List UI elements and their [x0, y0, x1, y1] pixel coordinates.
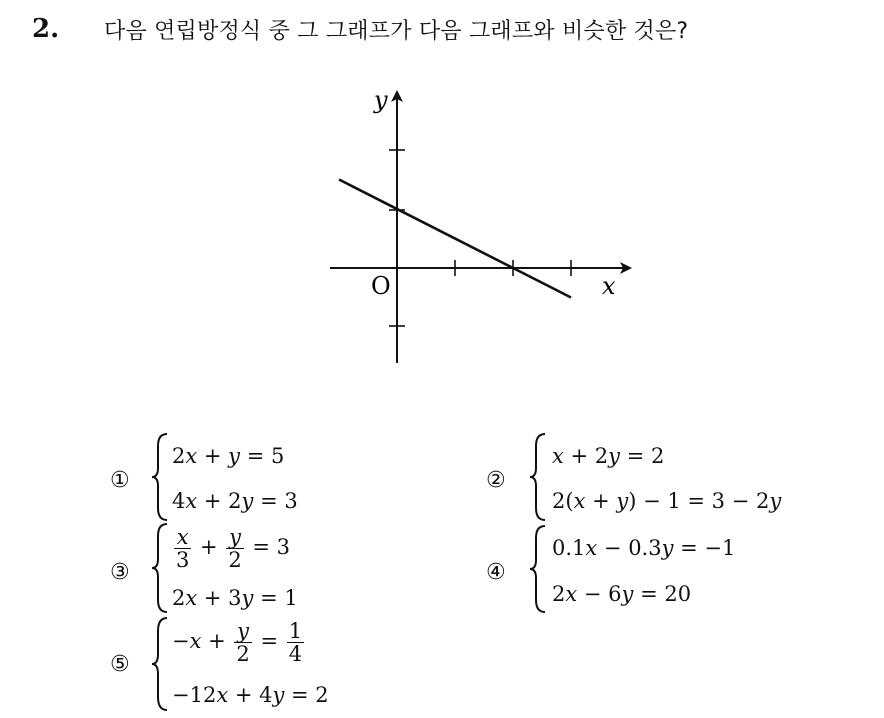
brace-icon — [150, 616, 170, 712]
choice-3-eq1: $\frac{x}{3}$ + $\frac{y}{2}$ = 3 — [176, 525, 291, 572]
choice-4-eq1: 0.1x − 0.3y = −1 — [552, 536, 736, 560]
choice-2-marker: ② — [486, 468, 506, 493]
choice-5-eq1: −x + $\frac{y}{2}$ = $\frac{1}{4}$ — [172, 619, 303, 666]
choice-3-eq2: 2x + 3y = 1 — [172, 586, 298, 610]
x-axis-label: x — [602, 272, 616, 300]
y-axis-label: y — [374, 86, 388, 114]
question-number: 2. — [32, 14, 60, 44]
choice-5-eq2: −12x + 4y = 2 — [172, 683, 329, 707]
choice-4-marker: ④ — [486, 560, 506, 585]
choice-2-eq2: 2(x + y) − 1 = 3 − 2y — [552, 489, 782, 513]
choice-3-marker: ③ — [110, 560, 130, 585]
coordinate-graph — [318, 80, 648, 375]
choice-2-eq1: x + 2y = 2 — [552, 444, 665, 468]
brace-icon — [528, 432, 548, 522]
choice-1-eq2: 4x + 2y = 3 — [172, 489, 298, 513]
origin-label: O — [371, 272, 391, 300]
brace-icon — [528, 524, 548, 614]
question-text: 다음 연립방정식 중 그 그래프가 다음 그래프와 비슷한 것은? — [104, 19, 689, 44]
brace-icon — [150, 522, 170, 614]
choice-5-marker: ⑤ — [110, 652, 130, 677]
brace-icon — [150, 432, 170, 522]
choice-1-marker: ① — [110, 468, 130, 493]
choice-1-eq1: 2x + y = 5 — [172, 444, 285, 468]
choice-4-eq2: 2x − 6y = 20 — [552, 582, 692, 606]
